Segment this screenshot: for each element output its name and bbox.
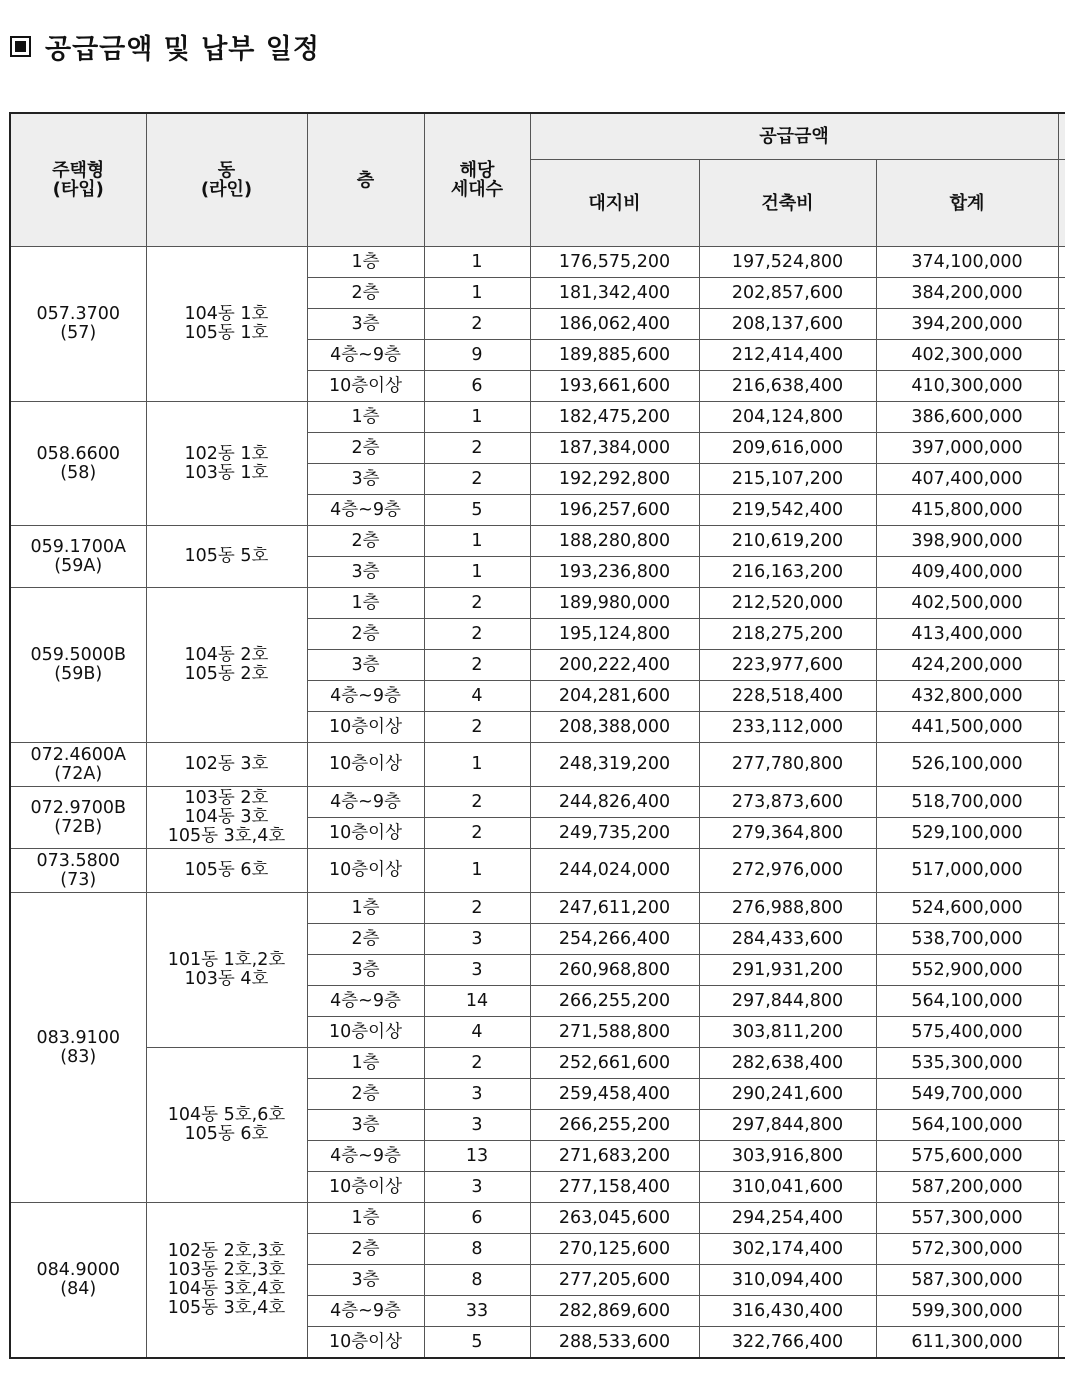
building-price-cell: 204,124,800 [699, 402, 876, 433]
building-price-cell: 228,518,400 [699, 681, 876, 712]
type-cell [10, 849, 146, 893]
units-cell: 9 [424, 340, 530, 371]
table-body [10, 247, 1065, 1359]
dong-text: 104동 2호 [184, 645, 269, 665]
building-price-cell: 216,163,200 [699, 557, 876, 588]
total-price-cell: 407,400,000 [876, 464, 1058, 495]
table-row [10, 1203, 1065, 1234]
supply-price-table [9, 112, 1065, 1359]
land-price-cell: 270,125,600 [530, 1234, 699, 1265]
units-cell: 8 [424, 1234, 530, 1265]
cut-off-cell [1058, 526, 1065, 557]
building-price-cell: 273,873,600 [699, 787, 876, 818]
dong-text: 103동 2호 [184, 788, 269, 808]
building-price-cell: 276,988,800 [699, 893, 876, 924]
building-price-cell: 291,931,200 [699, 955, 876, 986]
cut-off-cell [1058, 588, 1065, 619]
land-price-cell: 288,533,600 [530, 1327, 699, 1359]
cut-off-cell [1058, 495, 1065, 526]
col-header-total: 합계 [876, 160, 1058, 247]
land-price-cell: 254,266,400 [530, 924, 699, 955]
dong-cell [146, 588, 307, 743]
units-cell: 3 [424, 1110, 530, 1141]
units-cell: 5 [424, 495, 530, 526]
floor-cell: 4층~9층 [307, 1296, 424, 1327]
building-price-cell: 302,174,400 [699, 1234, 876, 1265]
land-price-cell: 244,826,400 [530, 787, 699, 818]
floor-cell: 4층~9층 [307, 1141, 424, 1172]
col-header-cut-off [1058, 113, 1065, 160]
table-row [10, 588, 1065, 619]
floor-cell: 10층이상 [307, 712, 424, 743]
cut-off-cell [1058, 340, 1065, 371]
units-cell: 2 [424, 309, 530, 340]
col-header-floor: 층 [307, 113, 424, 247]
land-price-cell: 247,611,200 [530, 893, 699, 924]
land-price-cell: 271,588,800 [530, 1017, 699, 1048]
building-price-cell: 284,433,600 [699, 924, 876, 955]
cut-off-cell [1058, 1141, 1065, 1172]
total-price-cell: 552,900,000 [876, 955, 1058, 986]
floor-cell: 1층 [307, 402, 424, 433]
dong-text: 103동 1호 [184, 462, 269, 483]
page-title-text: 공급금액 및 납부 일정 [45, 33, 320, 65]
cut-off-cell [1058, 557, 1065, 588]
floor-cell: 10층이상 [307, 1017, 424, 1048]
table-row [10, 787, 1065, 818]
cut-off-cell [1058, 619, 1065, 650]
land-price-cell: 282,869,600 [530, 1296, 699, 1327]
total-price-cell: 557,300,000 [876, 1203, 1058, 1234]
units-cell: 4 [424, 681, 530, 712]
dong-text: 102동 1호 [184, 443, 269, 464]
dong-text: 105동 3호,4호 [167, 1298, 286, 1318]
building-price-cell: 202,857,600 [699, 278, 876, 309]
cut-off-cell [1058, 1110, 1065, 1141]
floor-cell: 4층~9층 [307, 986, 424, 1017]
land-price-cell: 204,281,600 [530, 681, 699, 712]
units-cell: 3 [424, 1172, 530, 1203]
total-price-cell: 415,800,000 [876, 495, 1058, 526]
cut-off-cell [1058, 849, 1065, 893]
units-cell: 3 [424, 955, 530, 986]
type-text: 058.6600 [36, 443, 120, 464]
building-price-cell: 310,094,400 [699, 1265, 876, 1296]
type-text: 072.4600A [30, 744, 126, 765]
units-cell: 2 [424, 588, 530, 619]
cut-off-cell [1058, 309, 1065, 340]
floor-cell: 10층이상 [307, 1327, 424, 1359]
floor-cell: 3층 [307, 955, 424, 986]
total-price-cell: 398,900,000 [876, 526, 1058, 557]
col-header-type: 주택형 (타입) [10, 113, 146, 247]
floor-cell: 2층 [307, 433, 424, 464]
floor-cell: 3층 [307, 557, 424, 588]
dong-text: 103동 4호 [184, 969, 269, 989]
building-price-cell: 212,414,400 [699, 340, 876, 371]
land-price-cell: 193,661,600 [530, 371, 699, 402]
total-price-cell: 564,100,000 [876, 1110, 1058, 1141]
type-text: (58) [60, 462, 97, 483]
cut-off-cell [1058, 1234, 1065, 1265]
units-cell: 5 [424, 1327, 530, 1359]
floor-cell: 3층 [307, 1110, 424, 1141]
land-price-cell: 259,458,400 [530, 1079, 699, 1110]
col-header-land: 대지비 [530, 160, 699, 247]
cut-off-cell [1058, 1172, 1065, 1203]
type-cell [10, 588, 146, 743]
dong-text: 103동 2호,3호 [167, 1260, 286, 1280]
type-cell [10, 402, 146, 526]
dong-text: 105동 3호,4호 [167, 826, 286, 846]
units-cell: 1 [424, 402, 530, 433]
table-row [10, 526, 1065, 557]
units-cell: 14 [424, 986, 530, 1017]
floor-cell: 3층 [307, 309, 424, 340]
floor-cell: 3층 [307, 650, 424, 681]
total-price-cell: 575,600,000 [876, 1141, 1058, 1172]
total-price-cell: 599,300,000 [876, 1296, 1058, 1327]
building-price-cell: 216,638,400 [699, 371, 876, 402]
units-cell: 6 [424, 371, 530, 402]
land-price-cell: 248,319,200 [530, 743, 699, 787]
total-price-cell: 397,000,000 [876, 433, 1058, 464]
type-text: (72A) [54, 763, 103, 784]
dong-text: 104동 3호,4호 [167, 1279, 286, 1299]
floor-cell: 10층이상 [307, 1172, 424, 1203]
land-price-cell: 189,885,600 [530, 340, 699, 371]
dong-cell [146, 526, 307, 588]
units-cell: 4 [424, 1017, 530, 1048]
building-price-cell: 297,844,800 [699, 986, 876, 1017]
units-cell: 2 [424, 433, 530, 464]
floor-cell: 10층이상 [307, 743, 424, 787]
total-price-cell: 517,000,000 [876, 849, 1058, 893]
type-text: 059.1700A [30, 536, 126, 557]
land-price-cell: 195,124,800 [530, 619, 699, 650]
col-header-dong: 동 (라인) [146, 113, 307, 247]
floor-cell: 4층~9층 [307, 340, 424, 371]
cut-off-cell [1058, 433, 1065, 464]
cut-off-cell [1058, 924, 1065, 955]
land-price-cell: 196,257,600 [530, 495, 699, 526]
floor-cell: 2층 [307, 1234, 424, 1265]
cut-off-cell [1058, 743, 1065, 787]
units-cell: 2 [424, 712, 530, 743]
floor-cell: 10층이상 [307, 371, 424, 402]
floor-cell: 1층 [307, 893, 424, 924]
cut-off-cell [1058, 1203, 1065, 1234]
cut-off-cell [1058, 247, 1065, 278]
units-cell: 2 [424, 619, 530, 650]
total-price-cell: 402,300,000 [876, 340, 1058, 371]
dong-text: 101동 1호,2호 [167, 950, 286, 970]
units-cell: 2 [424, 818, 530, 849]
land-price-cell: 266,255,200 [530, 1110, 699, 1141]
type-cell [10, 893, 146, 1203]
square-bullet-icon [10, 36, 31, 57]
total-price-cell: 526,100,000 [876, 743, 1058, 787]
total-price-cell: 402,500,000 [876, 588, 1058, 619]
floor-cell: 1층 [307, 1048, 424, 1079]
building-price-cell: 272,976,000 [699, 849, 876, 893]
cut-off-cell [1058, 712, 1065, 743]
type-text: (59B) [54, 664, 103, 684]
total-price-cell: 535,300,000 [876, 1048, 1058, 1079]
total-price-cell: 432,800,000 [876, 681, 1058, 712]
floor-cell: 10층이상 [307, 818, 424, 849]
dong-text: 105동 1호 [184, 323, 269, 343]
building-price-cell: 210,619,200 [699, 526, 876, 557]
building-price-cell: 223,977,600 [699, 650, 876, 681]
units-cell: 2 [424, 893, 530, 924]
dong-cell [146, 1203, 307, 1359]
dong-text: 102동 2호,3호 [167, 1241, 286, 1261]
dong-text: 104동 5호,6호 [167, 1105, 286, 1125]
land-price-cell: 208,388,000 [530, 712, 699, 743]
table-row [10, 743, 1065, 787]
building-price-cell: 208,137,600 [699, 309, 876, 340]
cut-off-cell [1058, 650, 1065, 681]
table-row [10, 1048, 1065, 1079]
dong-cell [146, 1048, 307, 1203]
type-cell [10, 526, 146, 588]
land-price-cell: 260,968,800 [530, 955, 699, 986]
total-price-cell: 587,300,000 [876, 1265, 1058, 1296]
building-price-cell: 303,811,200 [699, 1017, 876, 1048]
type-text: (72B) [54, 816, 103, 837]
type-text: (83) [60, 1046, 97, 1067]
building-price-cell: 282,638,400 [699, 1048, 876, 1079]
floor-cell: 2층 [307, 526, 424, 557]
dong-text: 105동 6호 [184, 860, 269, 880]
cut-off-cell [1058, 787, 1065, 818]
land-price-cell: 176,575,200 [530, 247, 699, 278]
building-price-cell: 212,520,000 [699, 588, 876, 619]
cut-off-cell [1058, 402, 1065, 433]
type-text: 073.5800 [36, 850, 120, 871]
dong-text: 105동 5호 [184, 546, 269, 566]
building-price-cell: 279,364,800 [699, 818, 876, 849]
units-cell: 2 [424, 650, 530, 681]
dong-text: 105동 6호 [184, 1124, 269, 1144]
land-price-cell: 263,045,600 [530, 1203, 699, 1234]
dong-cell [146, 743, 307, 787]
type-text: (57) [60, 323, 97, 343]
type-text: (84) [60, 1279, 97, 1299]
type-text: (73) [60, 869, 97, 890]
dong-text: 104동 1호 [184, 304, 269, 324]
floor-cell: 2층 [307, 278, 424, 309]
land-price-cell: 187,384,000 [530, 433, 699, 464]
floor-cell: 2층 [307, 619, 424, 650]
type-cell [10, 743, 146, 787]
total-price-cell: 374,100,000 [876, 247, 1058, 278]
type-cell [10, 787, 146, 849]
total-price-cell: 529,100,000 [876, 818, 1058, 849]
units-cell: 2 [424, 464, 530, 495]
land-price-cell: 188,280,800 [530, 526, 699, 557]
cut-off-cell [1058, 955, 1065, 986]
table-row [10, 893, 1065, 924]
dong-cell [146, 893, 307, 1048]
total-price-cell: 524,600,000 [876, 893, 1058, 924]
building-price-cell: 303,916,800 [699, 1141, 876, 1172]
dong-text: 105동 2호 [184, 664, 269, 684]
building-price-cell: 316,430,400 [699, 1296, 876, 1327]
units-cell: 13 [424, 1141, 530, 1172]
total-price-cell: 413,400,000 [876, 619, 1058, 650]
total-price-cell: 409,400,000 [876, 557, 1058, 588]
type-cell [10, 247, 146, 402]
type-text: 059.5000B [30, 645, 126, 665]
cut-off-cell [1058, 1079, 1065, 1110]
land-price-cell: 271,683,200 [530, 1141, 699, 1172]
building-price-cell: 197,524,800 [699, 247, 876, 278]
cut-off-cell [1058, 1265, 1065, 1296]
col-header-cut-off [1058, 160, 1065, 247]
land-price-cell: 244,024,000 [530, 849, 699, 893]
total-price-cell: 587,200,000 [876, 1172, 1058, 1203]
land-price-cell: 277,158,400 [530, 1172, 699, 1203]
cut-off-cell [1058, 1327, 1065, 1359]
building-price-cell: 277,780,800 [699, 743, 876, 787]
type-text: 083.9100 [36, 1027, 120, 1048]
total-price-cell: 572,300,000 [876, 1234, 1058, 1265]
total-price-cell: 575,400,000 [876, 1017, 1058, 1048]
building-price-cell: 233,112,000 [699, 712, 876, 743]
land-price-cell: 181,342,400 [530, 278, 699, 309]
units-cell: 1 [424, 743, 530, 787]
units-cell: 1 [424, 526, 530, 557]
total-price-cell: 538,700,000 [876, 924, 1058, 955]
land-price-cell: 200,222,400 [530, 650, 699, 681]
floor-cell: 3층 [307, 1265, 424, 1296]
type-text: 072.9700B [30, 797, 126, 818]
land-price-cell: 193,236,800 [530, 557, 699, 588]
floor-cell: 3층 [307, 464, 424, 495]
dong-cell [146, 787, 307, 849]
building-price-cell: 297,844,800 [699, 1110, 876, 1141]
table-row [10, 247, 1065, 278]
units-cell: 1 [424, 557, 530, 588]
units-cell: 6 [424, 1203, 530, 1234]
building-price-cell: 310,041,600 [699, 1172, 876, 1203]
building-price-cell: 209,616,000 [699, 433, 876, 464]
cut-off-cell [1058, 986, 1065, 1017]
land-price-cell: 182,475,200 [530, 402, 699, 433]
total-price-cell: 441,500,000 [876, 712, 1058, 743]
col-header-supply-price: 공급금액 [530, 113, 1058, 160]
land-price-cell: 186,062,400 [530, 309, 699, 340]
total-price-cell: 549,700,000 [876, 1079, 1058, 1110]
building-price-cell: 219,542,400 [699, 495, 876, 526]
building-price-cell: 322,766,400 [699, 1327, 876, 1359]
land-price-cell: 192,292,800 [530, 464, 699, 495]
units-cell: 1 [424, 247, 530, 278]
units-cell: 1 [424, 849, 530, 893]
table-row [10, 402, 1065, 433]
dong-cell [146, 402, 307, 526]
building-price-cell: 218,275,200 [699, 619, 876, 650]
floor-cell: 1층 [307, 1203, 424, 1234]
dong-text: 104동 3호 [184, 807, 269, 827]
total-price-cell: 564,100,000 [876, 986, 1058, 1017]
dong-text: 102동 3호 [184, 754, 269, 774]
floor-cell: 4층~9층 [307, 681, 424, 712]
floor-cell: 4층~9층 [307, 495, 424, 526]
cut-off-cell [1058, 278, 1065, 309]
floor-cell: 2층 [307, 924, 424, 955]
page-title [10, 26, 320, 66]
units-cell: 3 [424, 924, 530, 955]
floor-cell: 10층이상 [307, 849, 424, 893]
floor-cell: 4층~9층 [307, 787, 424, 818]
units-cell: 2 [424, 1048, 530, 1079]
dong-cell [146, 849, 307, 893]
cut-off-cell [1058, 1296, 1065, 1327]
building-price-cell: 294,254,400 [699, 1203, 876, 1234]
col-header-units: 해당 세대수 [424, 113, 530, 247]
cut-off-cell [1058, 818, 1065, 849]
total-price-cell: 410,300,000 [876, 371, 1058, 402]
land-price-cell: 252,661,600 [530, 1048, 699, 1079]
land-price-cell: 189,980,000 [530, 588, 699, 619]
total-price-cell: 384,200,000 [876, 278, 1058, 309]
col-header-building: 건축비 [699, 160, 876, 247]
units-cell: 8 [424, 1265, 530, 1296]
total-price-cell: 386,600,000 [876, 402, 1058, 433]
type-text: 084.9000 [36, 1260, 120, 1280]
land-price-cell: 266,255,200 [530, 986, 699, 1017]
building-price-cell: 290,241,600 [699, 1079, 876, 1110]
floor-cell: 1층 [307, 247, 424, 278]
total-price-cell: 394,200,000 [876, 309, 1058, 340]
type-cell [10, 1203, 146, 1359]
land-price-cell: 249,735,200 [530, 818, 699, 849]
cut-off-cell [1058, 893, 1065, 924]
cut-off-cell [1058, 371, 1065, 402]
table-row [10, 849, 1065, 893]
floor-cell: 2층 [307, 1079, 424, 1110]
type-text: 057.3700 [36, 304, 120, 324]
type-text: (59A) [54, 555, 103, 576]
units-cell: 33 [424, 1296, 530, 1327]
total-price-cell: 424,200,000 [876, 650, 1058, 681]
units-cell: 2 [424, 787, 530, 818]
land-price-cell: 277,205,600 [530, 1265, 699, 1296]
cut-off-cell [1058, 1017, 1065, 1048]
floor-cell: 1층 [307, 588, 424, 619]
total-price-cell: 611,300,000 [876, 1327, 1058, 1359]
units-cell: 1 [424, 278, 530, 309]
total-price-cell: 518,700,000 [876, 787, 1058, 818]
cut-off-cell [1058, 1048, 1065, 1079]
cut-off-cell [1058, 464, 1065, 495]
units-cell: 3 [424, 1079, 530, 1110]
dong-cell [146, 247, 307, 402]
building-price-cell: 215,107,200 [699, 464, 876, 495]
cut-off-cell [1058, 681, 1065, 712]
